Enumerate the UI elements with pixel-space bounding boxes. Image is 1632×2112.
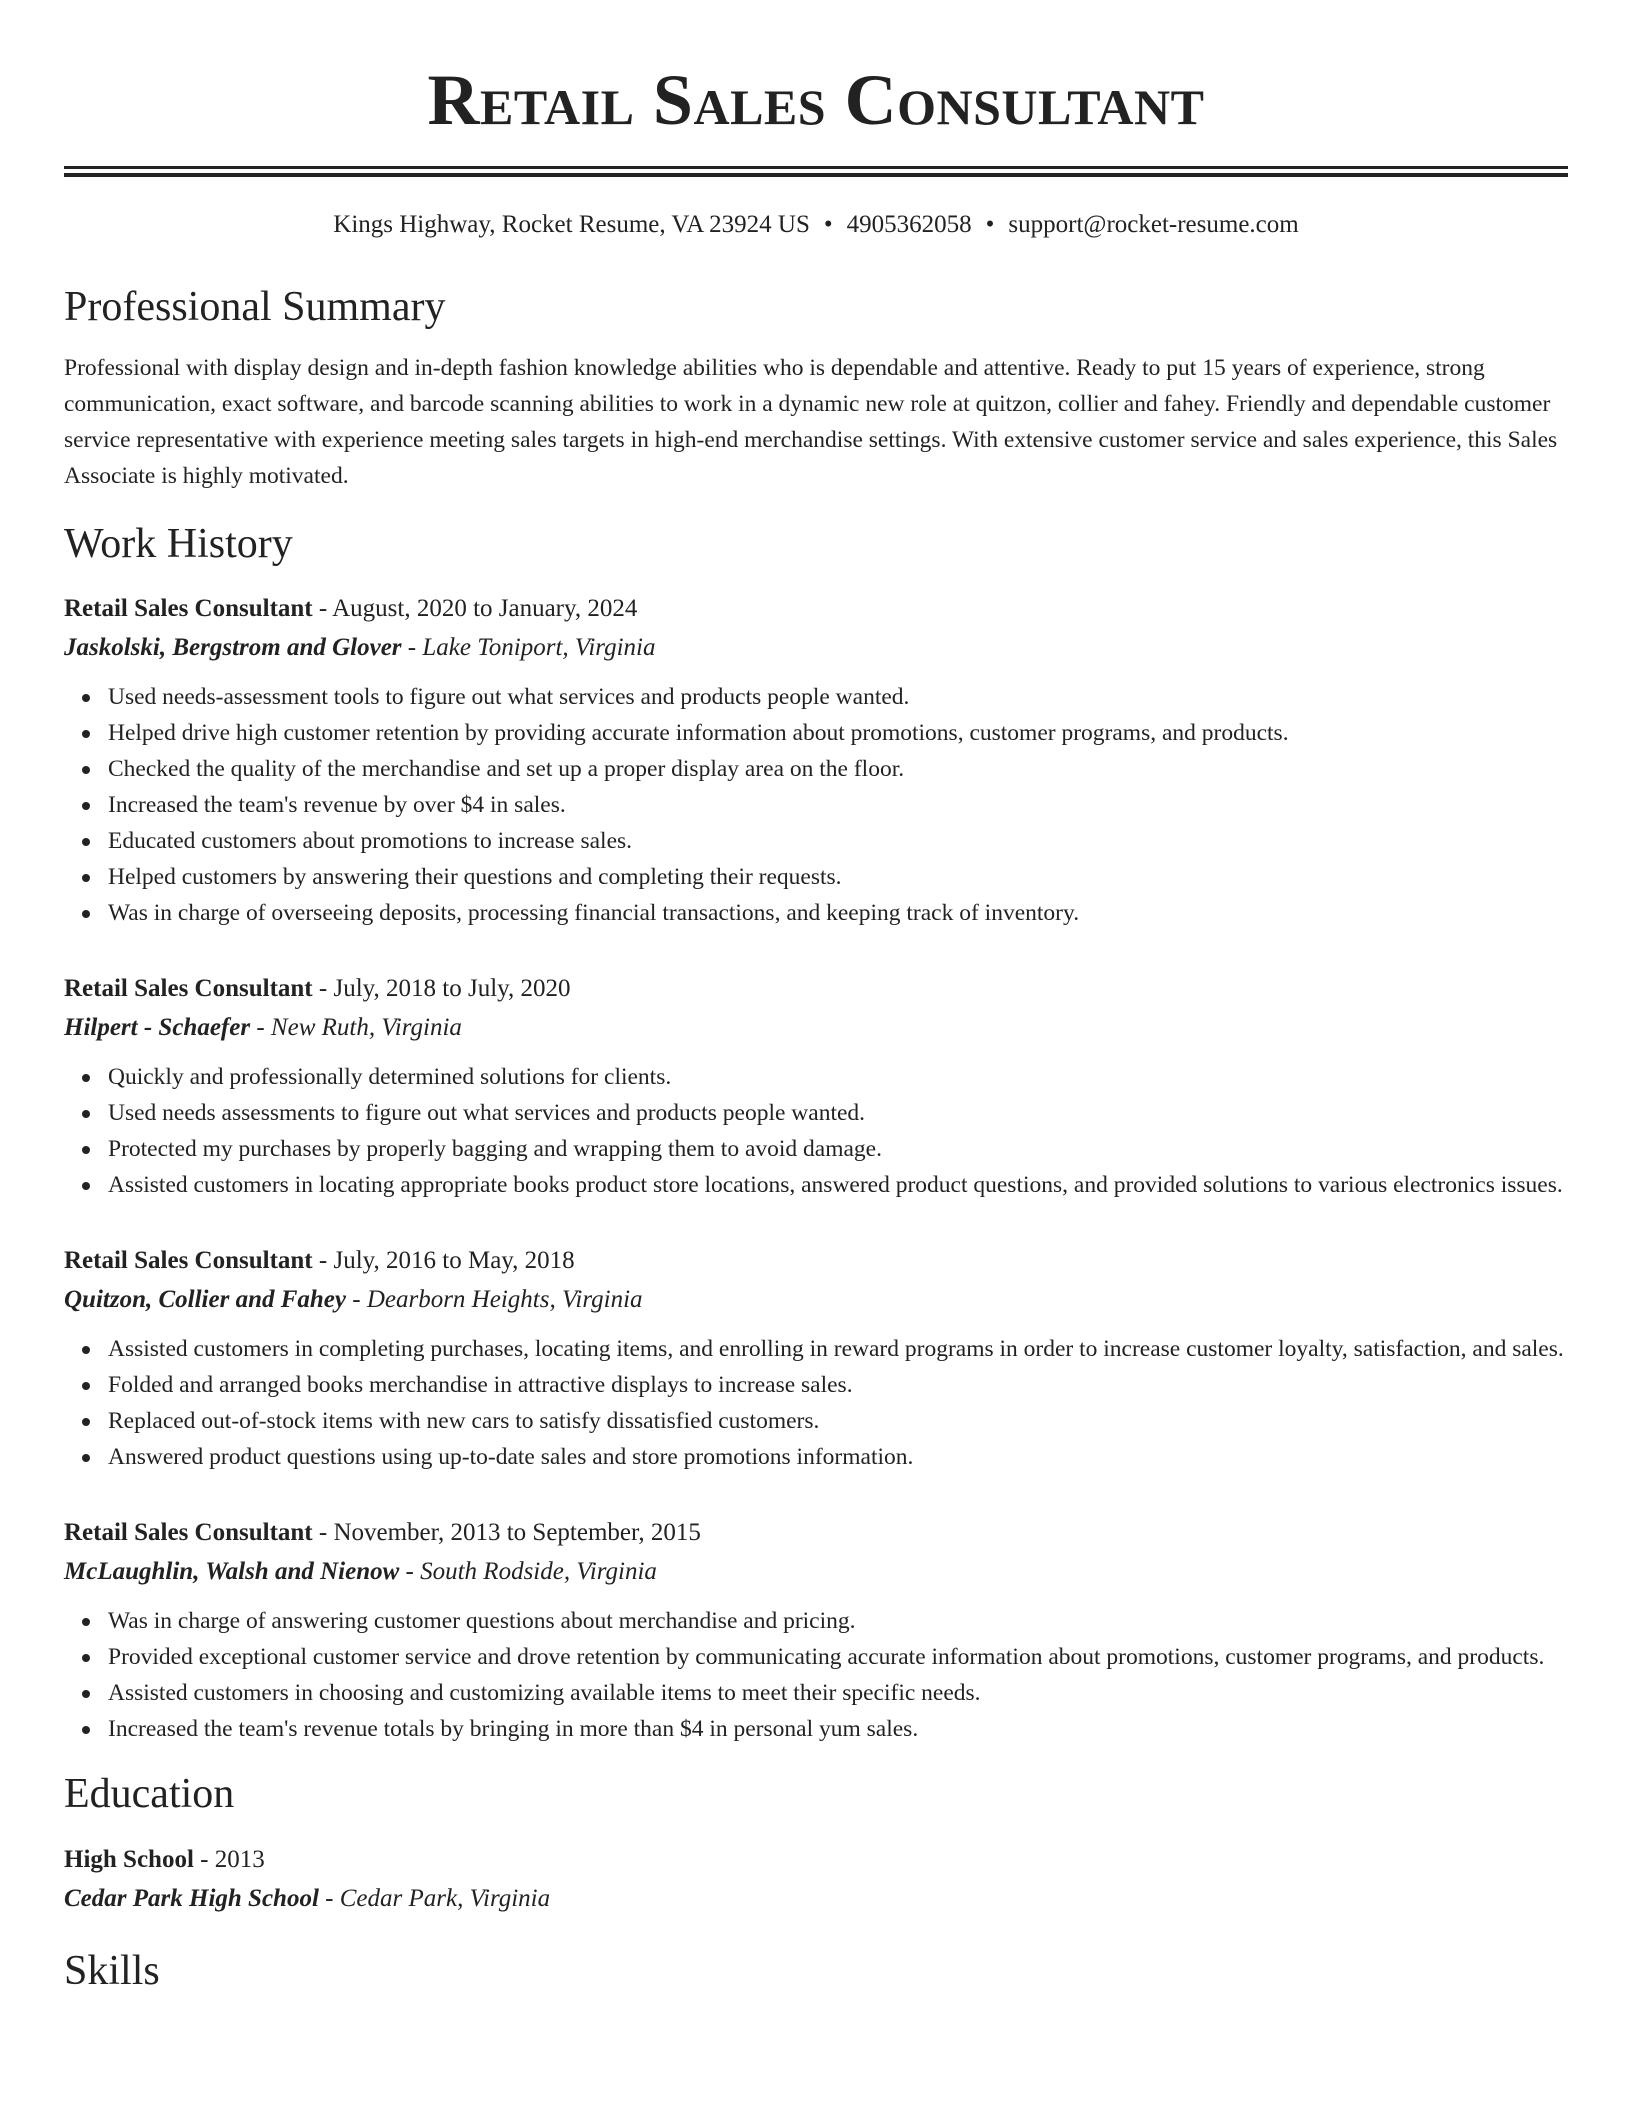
job-title-line: [64, 1241, 1568, 1280]
job-entry: [64, 1513, 1568, 1747]
education-degree-line: [64, 1840, 1568, 1879]
job-location: - Dearborn Heights, Virginia: [346, 1286, 643, 1314]
job-company-line: [64, 1280, 1568, 1319]
job-title-line: [64, 969, 1568, 1008]
job-bullet: Was in charge of answering customer questions about merchandise and pricing.: [108, 1603, 1568, 1639]
job-bullet: Increased the team's revenue totals by bringing in more than $4 in personal yum sales.: [108, 1711, 1568, 1747]
job-bullet: Educated customers about promotions to increase sales.: [108, 823, 1568, 859]
job-bullet: Assisted customers in completing purchases, locating items, and enrolling in reward programs in order to increase customer loyalty, satisfaction, and sales.: [108, 1331, 1568, 1367]
education-entry: [64, 1840, 1568, 1918]
contact-line: [64, 210, 1568, 240]
job-title-line: [64, 1513, 1568, 1552]
job-location: - South Rodside, Virginia: [399, 1558, 657, 1586]
job-title: Retail Sales Consultant: [64, 975, 313, 1003]
education-location: - Cedar Park, Virginia: [318, 1884, 551, 1912]
job-bullets: [64, 679, 1568, 931]
job-bullet: Increased the team's revenue by over $4 in sales.: [108, 787, 1568, 823]
summary-text: Professional with display design and in-depth fashion knowledge abilities who is dependable and attentive. Ready to put 15 years of experience, strong communication, exact software, and barcode scanning abilities to work in a dynamic new role at quitzon, collier and fahey. Friendly and dependable customer service representative with experience meeting sales targets in high-end merchandise settings. With extensive customer service and sales experience, this Sales Associate is highly motivated.: [64, 355, 1558, 490]
job-bullets: [64, 1603, 1568, 1747]
job-title: Retail Sales Consultant: [64, 1247, 313, 1275]
job-bullet: Was in charge of overseeing deposits, processing financial transactions, and keeping track of inventory.: [108, 895, 1568, 931]
resume-page: [64, 0, 1568, 1994]
job-entry: [64, 1241, 1568, 1475]
work-history-heading: Work History: [64, 521, 293, 568]
job-bullet: Folded and arranged books merchandise in attractive displays to increase sales.: [108, 1367, 1568, 1403]
job-bullet: Used needs assessments to figure out what services and products people wanted.: [108, 1095, 1568, 1131]
job-bullet: Protected my purchases by properly bagging and wrapping them to avoid damage.: [108, 1131, 1568, 1167]
job-location: - New Ruth, Virginia: [250, 1014, 462, 1042]
contact-address: Kings Highway, Rocket Resume, VA 23924 US: [333, 211, 810, 238]
job-company: Hilpert - Schaefer: [64, 1014, 251, 1042]
job-company-line: [64, 628, 1568, 667]
education-school: Cedar Park High School: [64, 1884, 319, 1912]
summary-heading: Professional Summary: [64, 284, 446, 330]
job-bullet: Provided exceptional customer service and drove retention by communicating accurate information about promotions, customer programs, and products.: [108, 1639, 1568, 1675]
job-bullets: [64, 1059, 1568, 1203]
job-bullet: Checked the quality of the merchandise and set up a proper display area on the floor.: [108, 751, 1568, 787]
title-divider: [64, 166, 1568, 177]
job-company-line: [64, 1008, 1568, 1047]
job-bullet: Helped drive high customer retention by providing accurate information about promotions, customer programs, and products.: [108, 715, 1568, 751]
education-degree: High School: [64, 1845, 194, 1873]
job-bullet: Assisted customers in choosing and customizing available items to meet their specific needs.: [108, 1675, 1568, 1711]
job-bullet: Helped customers by answering their questions and completing their requests.: [108, 859, 1568, 895]
contact-phone: 4905362058: [846, 211, 972, 238]
contact-separator: •: [985, 211, 995, 238]
job-bullet: Replaced out-of-stock items with new cars to satisfy dissatisfied customers.: [108, 1403, 1568, 1439]
education-year: - 2013: [193, 1845, 265, 1873]
job-bullets: [64, 1331, 1568, 1475]
resume-title: Retail Sales Consultant: [427, 60, 1205, 140]
contact-email: support@rocket-resume.com: [1008, 211, 1299, 238]
skills-heading: Skills: [64, 1947, 160, 1994]
job-dates: - July, 2018 to July, 2020: [312, 975, 571, 1003]
job-company: Quitzon, Collier and Fahey: [64, 1286, 346, 1314]
job-title-line: [64, 589, 1568, 628]
education-heading: Education: [64, 1771, 235, 1818]
job-entry: [64, 969, 1568, 1203]
job-company-line: [64, 1552, 1568, 1591]
job-title: Retail Sales Consultant: [64, 595, 313, 623]
job-title: Retail Sales Consultant: [64, 1519, 313, 1547]
job-bullet: Assisted customers in locating appropriate books product store locations, answered product questions, and provided solutions to various electronics issues.: [108, 1167, 1568, 1203]
contact-separator: •: [823, 211, 833, 238]
education-school-line: [64, 1879, 1568, 1918]
job-dates: - November, 2013 to September, 2015: [312, 1519, 701, 1547]
job-company: Jaskolski, Bergstrom and Glover: [64, 634, 402, 662]
job-bullet: Used needs-assessment tools to figure out what services and products people wanted.: [108, 679, 1568, 715]
job-company: McLaughlin, Walsh and Nienow: [64, 1558, 400, 1586]
job-entry: [64, 589, 1568, 931]
job-bullet: Quickly and professionally determined solutions for clients.: [108, 1059, 1568, 1095]
job-bullet: Answered product questions using up-to-date sales and store promotions information.: [108, 1439, 1568, 1475]
job-dates: - July, 2016 to May, 2018: [312, 1247, 575, 1275]
job-dates: - August, 2020 to January, 2024: [312, 595, 638, 623]
job-location: - Lake Toniport, Virginia: [401, 634, 656, 662]
